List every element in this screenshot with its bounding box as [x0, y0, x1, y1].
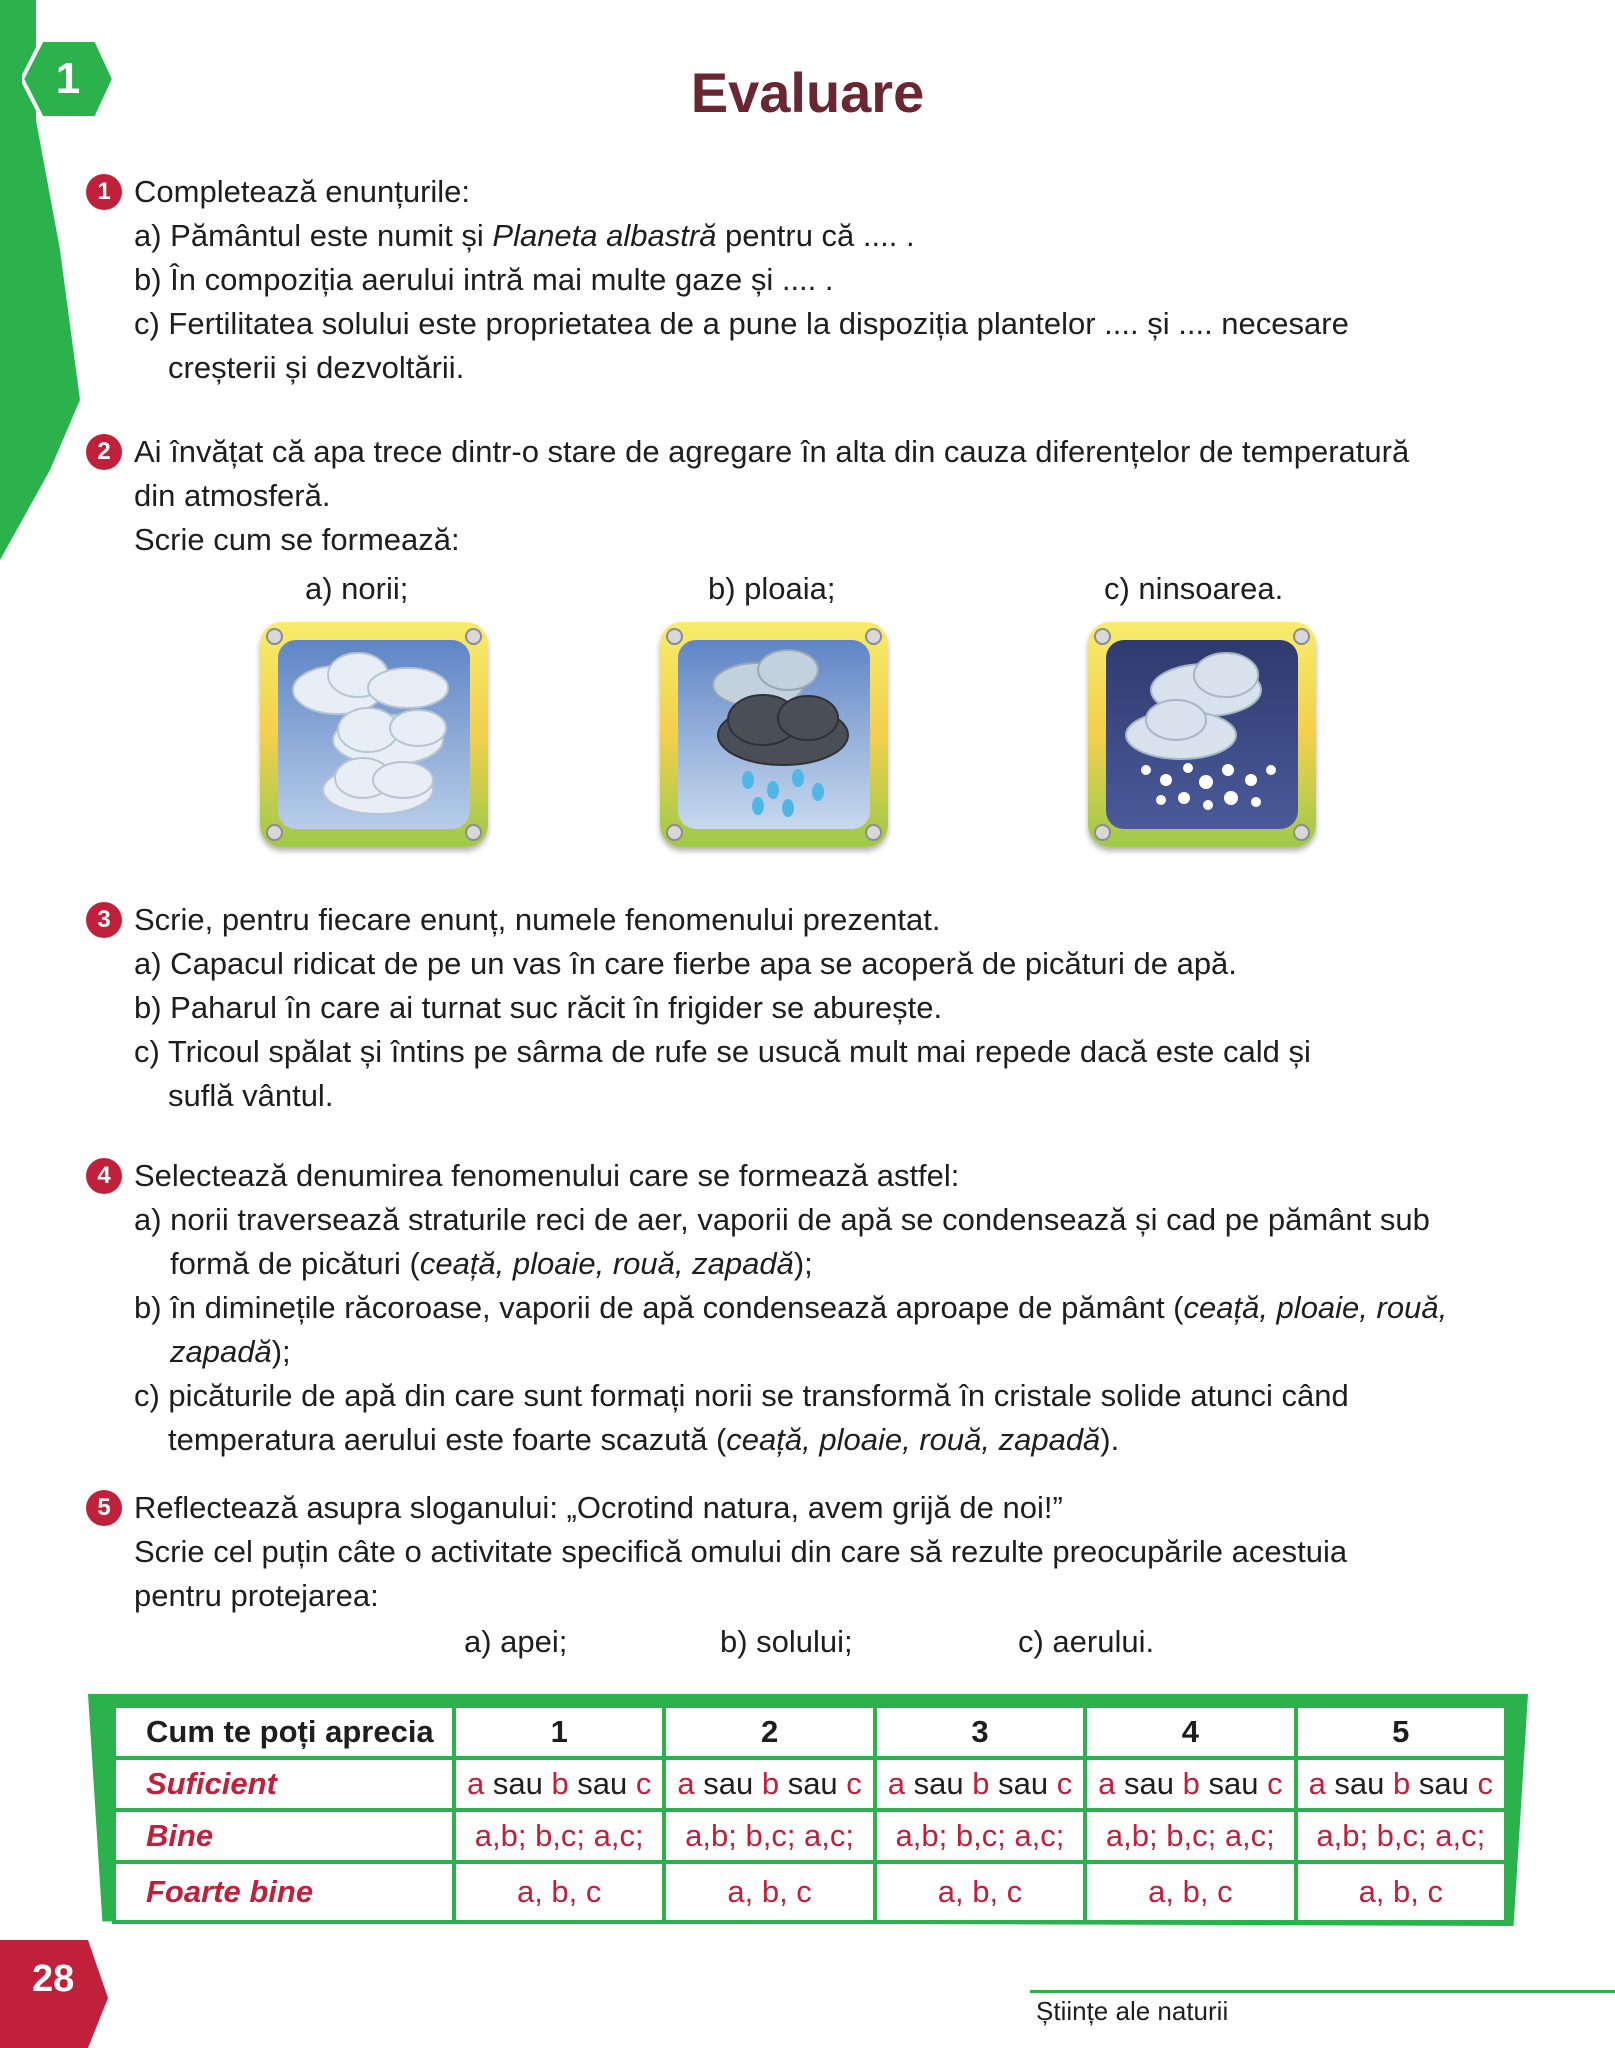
rain-icon [660, 622, 888, 847]
grading-table [112, 1704, 1508, 1924]
exercise-4-item-a-cont: formă de picături (ceață, ploaie, rouă, zapadă); [170, 1246, 813, 1281]
footer-subject: Științe ale naturii [1036, 1996, 1229, 2026]
grading-row-label: Bine [114, 1810, 454, 1862]
exercise-1-item-b: b) În compoziția aerului intră mai multe gaze și .... . [134, 262, 834, 297]
grading-cell: a, b, c [875, 1862, 1085, 1922]
exercise-3-item-a: a) Capacul ridicat de pe un vas în care fierbe apa se acoperă de picături de apă. [134, 946, 1237, 981]
exercise-5-line-3: pentru protejarea: [134, 1578, 379, 1613]
exercise-number-1: 1 [86, 174, 122, 210]
exercise-2-option-a: a) norii; [305, 571, 409, 606]
grading-cell: a sau b sau c [875, 1758, 1085, 1810]
grading-row-suficient [114, 1758, 1506, 1810]
exercise-4-item-c: c) picăturile de apă din care sunt formați norii se transformă în cristale solide atunci când [134, 1378, 1349, 1413]
exercise-5-option-b: b) solului; [720, 1624, 853, 1659]
grading-cell: a, b, c [454, 1862, 664, 1922]
clouds-icon [260, 622, 488, 847]
snow-icon [1088, 622, 1316, 847]
exercise-1-item-c: c) Fertilitatea solului este proprietatea de a pune la dispoziția plantelor .... și .... necesare [134, 306, 1349, 341]
exercise-3-item-b: b) Paharul în care ai turnat suc răcit în frigider se aburește. [134, 990, 943, 1025]
exercise-2-line-3: Scrie cum se formează: [134, 522, 460, 557]
unit-number: 1 [55, 54, 81, 103]
exercise-3-item-c-cont: suflă vântul. [168, 1078, 334, 1113]
grading-header-label: Cum te poți aprecia [114, 1706, 454, 1758]
exercise-2-line-2: din atmosferă. [134, 478, 331, 513]
exercise-4-item-c-cont: temperatura aerului este foarte scazută (ceață, ploaie, rouă, zapadă). [168, 1422, 1120, 1457]
exercise-1-item-a: a) Pământul este numit și Planeta albastră pentru că .... . [134, 218, 915, 253]
footer-rule [1030, 1990, 1615, 1993]
grading-row-label: Foarte bine [114, 1862, 454, 1922]
grading-cell: a, b, c [664, 1862, 874, 1922]
exercise-1-item-c-cont: creșterii și dezvoltării. [168, 350, 465, 385]
grading-cell: a sau b sau c [1085, 1758, 1295, 1810]
exercise-number-2: 2 [86, 434, 122, 470]
exercise-4-item-b-cont: zapadă); [170, 1334, 291, 1369]
exercise-5-line-2: Scrie cel puțin câte o activitate specifică omului din care să rezulte preocupările acestuia [134, 1534, 1348, 1569]
exercise-5-line-1: Reflectează asupra sloganului: „Ocrotind natura, avem grijă de noi!” [134, 1490, 1063, 1525]
exercise-2-line-1: Ai învățat că apa trece dintr-o stare de agregare în alta din cauza diferențelor de temperatură [134, 434, 1410, 469]
grading-col-5: 5 [1296, 1706, 1506, 1758]
grading-cell: a,b; b,c; a,c; [1296, 1810, 1506, 1862]
exercise-2-option-c: c) ninsoarea. [1104, 571, 1284, 606]
grading-cell: a sau b sau c [664, 1758, 874, 1810]
exercise-2-option-b: b) ploaia; [708, 571, 836, 606]
grading-row-foarte-bine [114, 1862, 1506, 1922]
grading-cell: a,b; b,c; a,c; [454, 1810, 664, 1862]
grading-cell: a, b, c [1296, 1862, 1506, 1922]
exercise-5-option-c: c) aerului. [1018, 1624, 1155, 1659]
exercise-5-option-a: a) apei; [464, 1624, 568, 1659]
exercise-number-5: 5 [86, 1490, 122, 1526]
grading-cell: a,b; b,c; a,c; [1085, 1810, 1295, 1862]
grading-col-4: 4 [1085, 1706, 1295, 1758]
exercise-4-prompt: Selectează denumirea fenomenului care se formează astfel: [134, 1158, 960, 1193]
grading-row-bine [114, 1810, 1506, 1862]
grading-row-label: Suficient [114, 1758, 454, 1810]
page-number: 28 [32, 1958, 75, 2000]
exercise-4-item-b: b) în diminețile răcoroase, vaporii de apă condensează aproape de pământ (ceață, ploaie, rouă, [134, 1290, 1448, 1325]
grading-header-row [114, 1706, 1506, 1758]
grading-cell: a sau b sau c [1296, 1758, 1506, 1810]
exercise-3-prompt: Scrie, pentru fiecare enunț, numele fenomenului prezentat. [134, 902, 941, 937]
exercise-1-prompt: Completează enunțurile: [134, 174, 471, 209]
grading-cell: a,b; b,c; a,c; [875, 1810, 1085, 1862]
page-title: Evaluare [690, 61, 925, 124]
exercise-4-item-a: a) norii traversează straturile reci de aer, vaporii de apă se condensează și cad pe pământ sub [134, 1202, 1430, 1237]
exercise-3-item-c: c) Tricoul spălat și întins pe sârma de rufe se usucă mult mai repede dacă este cald și [134, 1034, 1311, 1069]
grading-cell: a sau b sau c [454, 1758, 664, 1810]
grading-cell: a, b, c [1085, 1862, 1295, 1922]
grading-col-3: 3 [875, 1706, 1085, 1758]
exercise-number-4: 4 [86, 1158, 122, 1194]
grading-col-1: 1 [454, 1706, 664, 1758]
exercise-number-3: 3 [86, 902, 122, 938]
grading-col-2: 2 [664, 1706, 874, 1758]
grading-cell: a,b; b,c; a,c; [664, 1810, 874, 1862]
